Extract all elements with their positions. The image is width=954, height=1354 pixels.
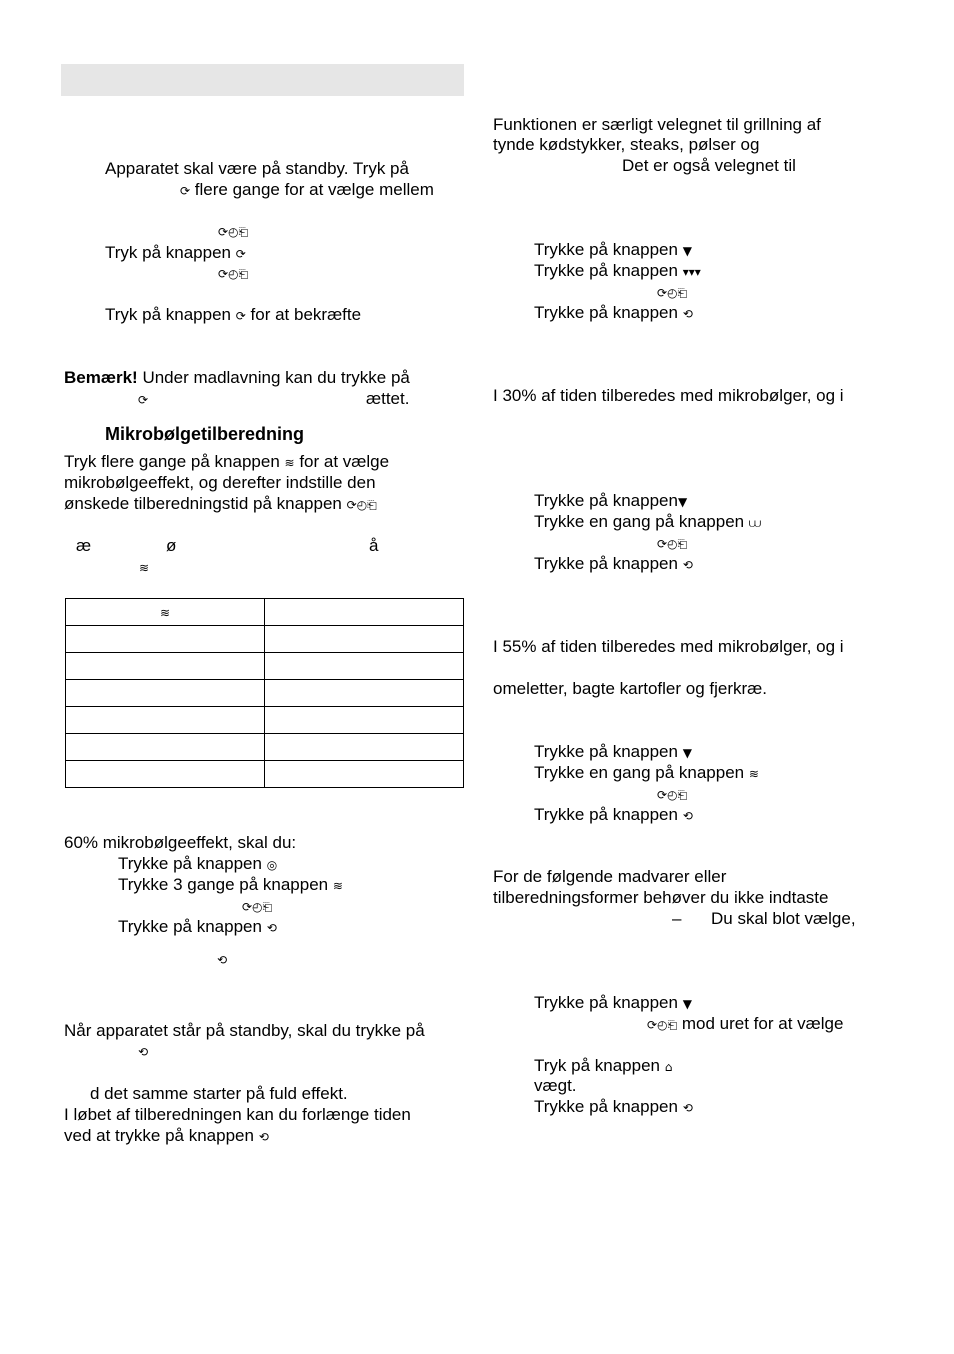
dial-icon: ⟳◴⎗ bbox=[657, 286, 688, 300]
dial-icon: ⟳◴⎗ bbox=[647, 1018, 678, 1032]
text-line: Trykke på knappen ⟲ bbox=[118, 917, 277, 936]
table-cell bbox=[265, 599, 464, 626]
text-line: Trykke på knappen ▼ bbox=[534, 240, 692, 259]
table-cell bbox=[265, 761, 464, 788]
text-line: ⟳ flere gange for at vælge mellem bbox=[180, 180, 434, 199]
text-line: Trykke på knappen ⟲ bbox=[534, 805, 693, 824]
table-cell bbox=[66, 734, 265, 761]
grill-bars-icon: ▾▾▾ bbox=[682, 265, 701, 279]
text-line: mikrobølgeeffekt, og derefter indstille den bbox=[64, 473, 376, 492]
start-icon: ⟲ bbox=[266, 921, 277, 935]
dial-icon: ⟳◴⎗ bbox=[218, 225, 249, 239]
text-line: tilberedningsformer behøver du ikke indtaste bbox=[493, 888, 829, 907]
start-icon: ⟲ bbox=[682, 558, 693, 572]
text-line: Tryk flere gange på knappen ≋ for at vælge bbox=[64, 452, 390, 471]
text-fragment: ættet. bbox=[366, 389, 410, 408]
text-line: Trykke på knappen ⟲ bbox=[534, 303, 693, 322]
clock-icon: ⟳ bbox=[235, 247, 246, 261]
text-line: For de følgende madvarer eller bbox=[493, 867, 727, 886]
table-cell bbox=[265, 734, 464, 761]
note-line: Bemærk! Under madlavning kan du trykke på bbox=[64, 368, 410, 387]
clock-icon: ⟳ bbox=[180, 184, 191, 198]
table-cell bbox=[66, 653, 265, 680]
section-heading: Mikrobølgetilberedning bbox=[105, 424, 305, 444]
microwave-icon: ≋ bbox=[139, 561, 150, 575]
table-cell bbox=[66, 599, 265, 626]
grill-icon: ▼ bbox=[682, 746, 692, 760]
dial-icon: ⟳◴⎗ bbox=[657, 788, 688, 802]
grill-icon: ▼ bbox=[682, 244, 692, 258]
weight-icon: ⌂ bbox=[664, 1060, 673, 1074]
text-line: d det samme starter på fuld effekt. bbox=[90, 1084, 348, 1103]
text-line: I løbet af tilberedningen kan du forlænge tiden bbox=[64, 1105, 411, 1124]
text-line: ⟳◴⎗ mod uret for at vælge bbox=[647, 1014, 844, 1033]
table-cell bbox=[265, 680, 464, 707]
grill-icon: ▼ bbox=[677, 495, 688, 509]
text-line: Det er også velegnet til bbox=[622, 156, 796, 175]
text-line: Trykke på knappen ▾▾▾ bbox=[534, 261, 701, 280]
text-line: Trykke på knappen ◎ bbox=[118, 854, 278, 873]
table-cell bbox=[66, 761, 265, 788]
text-line: Trykke på knappen ⟲ bbox=[534, 554, 693, 573]
microwave-icon: ≋ bbox=[332, 879, 343, 893]
table-cell bbox=[66, 626, 265, 653]
table-row bbox=[66, 680, 464, 707]
menu-icon: ◎ bbox=[266, 858, 278, 872]
microwave-icon: ≋ bbox=[284, 456, 295, 470]
text-line: I 55% af tiden tilberedes med mikrobølger, og i bbox=[493, 637, 844, 656]
dial-icon: ⟳◴⎗ bbox=[218, 267, 249, 281]
grill-icon: ▼ bbox=[682, 997, 692, 1011]
text-line: Tryk på knappen ⟳ bbox=[105, 243, 246, 262]
combi-icon: ≋ bbox=[748, 767, 759, 781]
text-line: ved at trykke på knappen ⟲ bbox=[64, 1126, 269, 1145]
table-cell bbox=[66, 707, 265, 734]
text-line: omeletter, bagte kartofler og fjerkræ. bbox=[493, 679, 768, 698]
table-cell bbox=[265, 707, 464, 734]
text-line: Trykke på knappen ▼ bbox=[534, 993, 692, 1012]
dial-icon: ⟳◴⎗ bbox=[242, 900, 273, 914]
text-line: Når apparatet står på standby, skal du trykke på bbox=[64, 1021, 425, 1040]
dial-icon: ⟳◴⎗ bbox=[346, 498, 377, 512]
text-line: vægt. bbox=[534, 1076, 577, 1095]
table-row bbox=[66, 734, 464, 761]
text-fragment: – bbox=[672, 909, 682, 928]
text-line: Trykke på knappen ⟲ bbox=[534, 1097, 693, 1116]
section-header-band bbox=[61, 64, 464, 96]
text-line: Tryk på knappen ⟳ for at bekræfte bbox=[105, 305, 362, 324]
table-cell bbox=[265, 653, 464, 680]
text-line: Du skal blot vælge, bbox=[711, 909, 856, 928]
table-row bbox=[66, 626, 464, 653]
text-line: ønskede tilberedningstid på knappen ⟳◴⎗ bbox=[64, 494, 377, 513]
text-fragment: æ bbox=[76, 536, 92, 555]
text-line: 60% mikrobølgeeffekt, skal du: bbox=[64, 833, 297, 852]
text-line: Apparatet skal være på standby. Tryk på bbox=[105, 159, 409, 178]
start-icon: ⟲ bbox=[258, 1130, 269, 1144]
text-line: Trykke en gang på knappen ≋ bbox=[534, 763, 759, 782]
table-row bbox=[66, 761, 464, 788]
text-line: Trykke på knappen▼ bbox=[534, 491, 688, 510]
clock-icon: ⟳ bbox=[138, 393, 149, 407]
table-cell bbox=[66, 680, 265, 707]
table-row bbox=[66, 653, 464, 680]
clock-icon: ⟳ bbox=[235, 309, 246, 323]
text-line: Tryk på knappen ⌂ bbox=[534, 1056, 673, 1075]
table-row bbox=[66, 599, 464, 626]
text-fragment: ø bbox=[166, 536, 177, 555]
power-table bbox=[65, 598, 464, 788]
text-fragment: å bbox=[369, 536, 379, 555]
microwave-icon: ≋ bbox=[159, 606, 171, 620]
start-icon: ⟲ bbox=[682, 1101, 693, 1115]
text-line: Funktionen er særligt velegnet til grillning af bbox=[493, 115, 821, 134]
table-cell bbox=[265, 626, 464, 653]
text-line: tynde kødstykker, steaks, pølser og bbox=[493, 135, 760, 154]
start-icon: ⟲ bbox=[217, 953, 228, 967]
text-line: Trykke en gang på knappen ⩊ bbox=[534, 512, 762, 531]
text-line: Trykke 3 gange på knappen ≋ bbox=[118, 875, 343, 894]
text-line: Trykke på knappen ▼ bbox=[534, 742, 692, 761]
dial-icon: ⟳◴⎗ bbox=[657, 537, 688, 551]
start-icon: ⟲ bbox=[682, 809, 693, 823]
text-line: I 30% af tiden tilberedes med mikrobølger, og i bbox=[493, 386, 844, 405]
start-icon: ⟲ bbox=[138, 1045, 149, 1059]
combi-icon: ⩊ bbox=[748, 516, 762, 530]
start-icon: ⟲ bbox=[682, 307, 693, 321]
table-row bbox=[66, 707, 464, 734]
